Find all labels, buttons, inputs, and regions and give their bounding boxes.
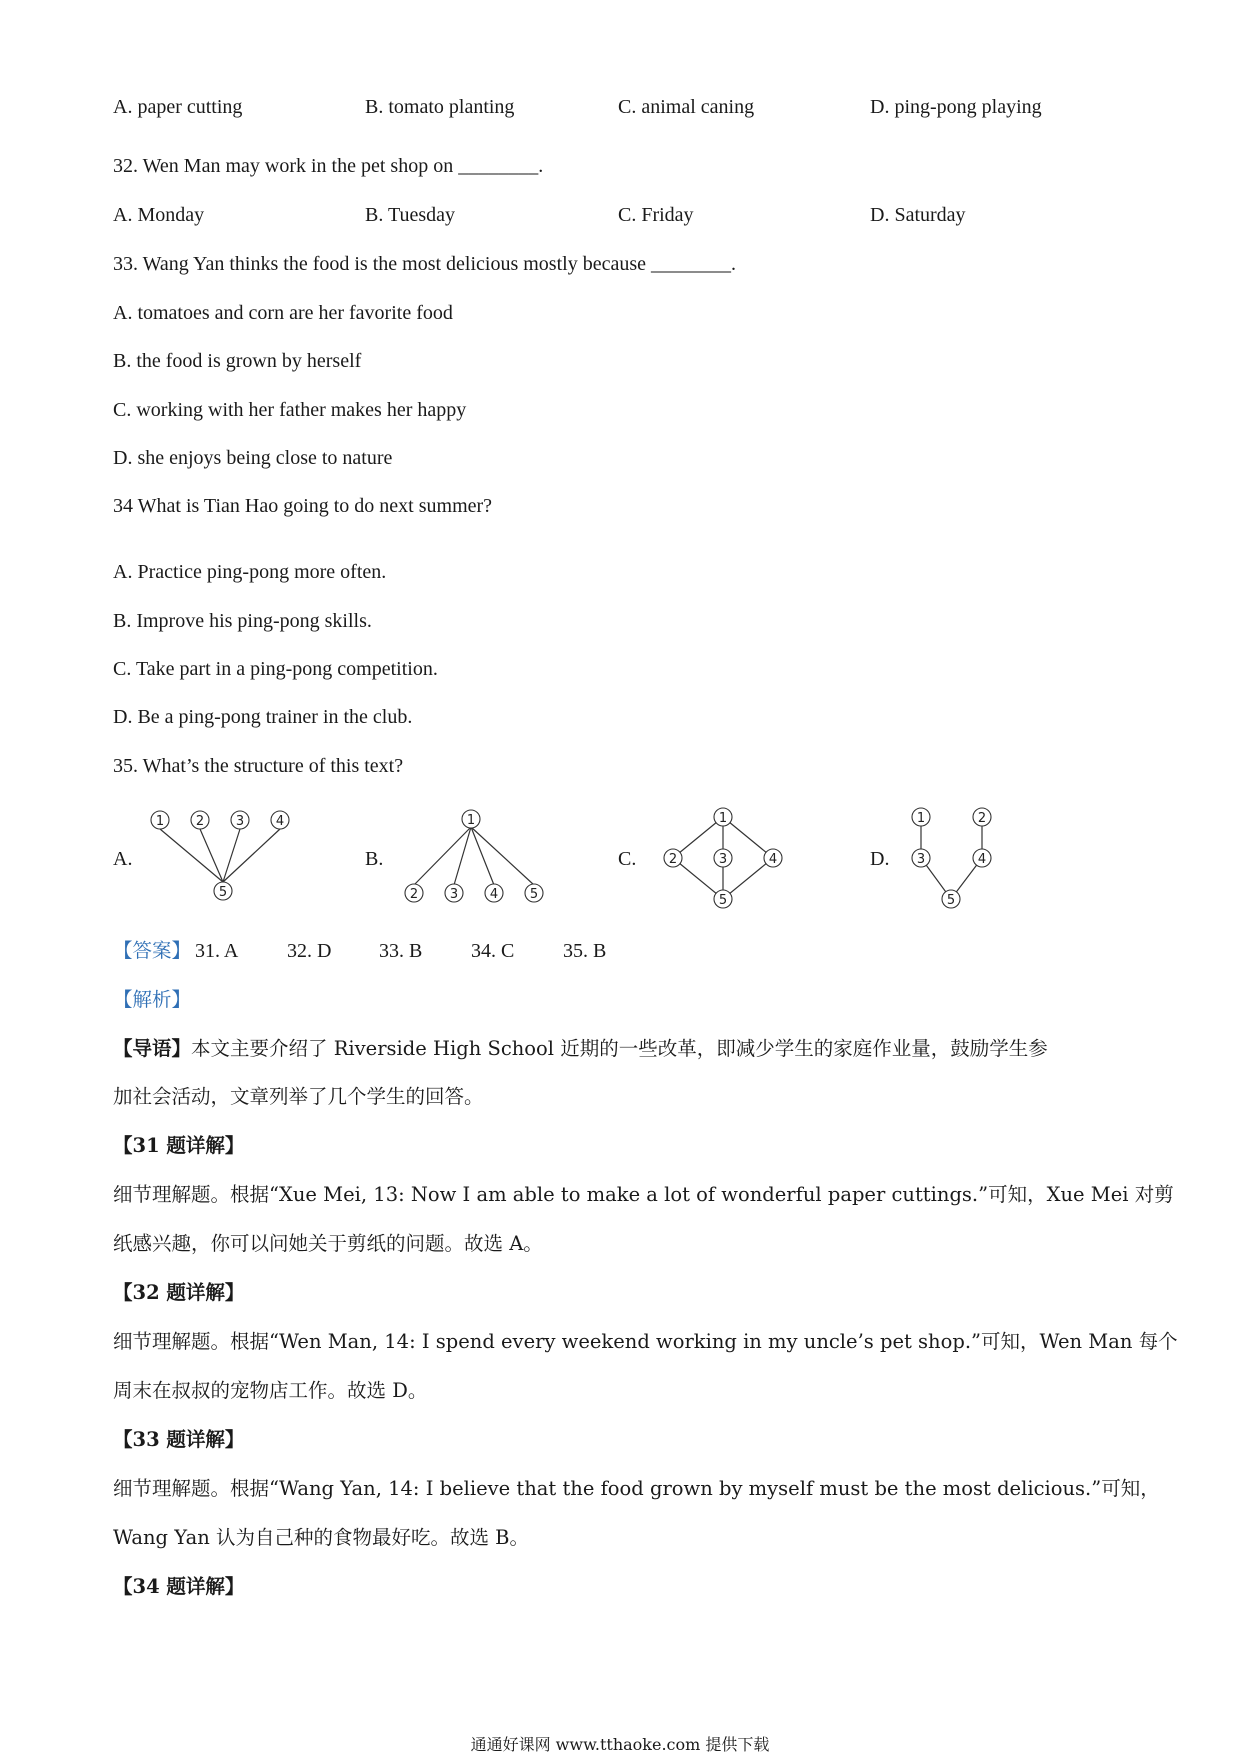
answer-label: 【答案】 [113,939,192,962]
node-4-label: 4 [768,852,778,867]
d33-line-1: 细节理解题。根据“Wang Yan, 14: I believe that the food grown by myself must be the most delicious.”可知， [113,1477,1160,1500]
answer-item: 33. B [379,940,423,962]
node-1-label: 1 [916,811,926,826]
q35-option-d-letter: D. [870,848,890,870]
q35-option-c-letter: C. [618,848,637,870]
d31-line-2: 纸感兴趣，你可以问她关于剪纸的问题。故选 A。 [113,1232,543,1255]
answer-row [113,935,606,963]
node-3-label: 3 [235,814,245,829]
q34-option-b: B. Improve his ping-pong skills. [113,610,372,632]
d33-line-2: Wang Yan 认为自己种的食物最好吃。故选 B。 [113,1526,529,1549]
node-4-label: 4 [977,852,987,867]
q34-question: 34 What is Tian Hao going to do next summer? [113,495,493,517]
q34-option-a: A. Practice ping-pong more often. [113,561,387,583]
q32-option-a: A. Monday [113,204,205,226]
q33-question: 33. Wang Yan thinks the food is the most delicious mostly because ________. [113,253,736,275]
q33-option-b: B. the food is grown by herself [113,350,362,372]
d34-heading: 【34 题详解】 [113,1575,245,1598]
node-5-label: 5 [529,887,539,902]
d31-line-1: 细节理解题。根据“Xue Mei, 13: Now I am able to make a lot of wonderful paper cuttings.”可知，Xue Mei 对剪 [113,1183,1174,1206]
node-3-label: 3 [449,887,459,902]
d33-heading: 【33 题详解】 [113,1428,245,1451]
structure-diagram-d [905,805,1025,917]
node-5-label: 5 [218,885,228,900]
answer-item: 35. B [563,940,607,962]
node-2-label: 2 [195,814,205,829]
structure-diagram-b [398,805,558,905]
q32-option-d: D. Saturday [870,204,966,226]
node-1-label: 1 [155,814,165,829]
structure-diagram-a [145,805,305,905]
q32-option-b: B. Tuesday [365,204,456,226]
d32-heading: 【32 题详解】 [113,1281,245,1304]
node-5-label: 5 [718,893,728,908]
node-1-label: 1 [466,813,476,828]
d32-line-1: 细节理解题。根据“Wen Man, 14: I spend every weekend working in my uncle’s pet shop.”可知，Wen Man 每个 [113,1330,1178,1353]
node-3-label: 3 [916,852,926,867]
footer-credit[interactable]: 通通好课网 www.tthaoke.com 提供下载 [470,1735,770,1754]
q32-question: 32. Wen Man may work in the pet shop on ________. [113,155,544,177]
node-2-label: 2 [409,887,419,902]
q34-option-d: D. Be a ping-pong trainer in the club. [113,706,413,728]
q33-option-c: C. working with her father makes her happy [113,399,467,421]
node-4-label: 4 [489,887,499,902]
q31-option-c: C. animal caning [618,96,755,118]
node-3-label: 3 [718,852,728,867]
q35-option-a-letter: A. [113,848,133,870]
answer-item: 34. C [471,940,515,962]
intro-label: 【导语】 [113,1037,192,1060]
answer-item: 31. A [195,940,239,962]
analysis-label: 【解析】 [113,988,192,1011]
node-4-label: 4 [275,814,285,829]
intro-line-1 [113,1033,1048,1061]
node-2-label: 2 [977,811,987,826]
q31-option-a: A. paper cutting [113,96,243,118]
q35-option-b-letter: B. [365,848,384,870]
intro-line-2: 加社会活动，文章列举了几个学生的回答。 [113,1085,484,1108]
answer-item: 32. D [287,940,332,962]
node-2-label: 2 [668,852,678,867]
node-5-label: 5 [946,893,956,908]
q33-option-a: A. tomatoes and corn are her favorite food [113,302,453,324]
d31-heading: 【31 题详解】 [113,1134,245,1157]
q35-question: 35. What’s the structure of this text? [113,755,404,777]
q33-option-d: D. she enjoys being close to nature [113,447,393,469]
q34-option-c: C. Take part in a ping-pong competition. [113,658,438,680]
q31-option-d: D. ping-pong playing [870,96,1042,118]
q32-option-c: C. Friday [618,204,694,226]
intro-text-1: 本文主要介绍了 Riverside High School 近期的一些改革，即减少学生的家庭作业量，鼓励学生参 [191,1037,1048,1060]
structure-diagram-c [650,805,810,917]
node-1-label: 1 [718,811,728,826]
d32-line-2: 周末在叔叔的宠物店工作。故选 D。 [113,1379,428,1402]
q31-option-b: B. tomato planting [365,96,515,118]
